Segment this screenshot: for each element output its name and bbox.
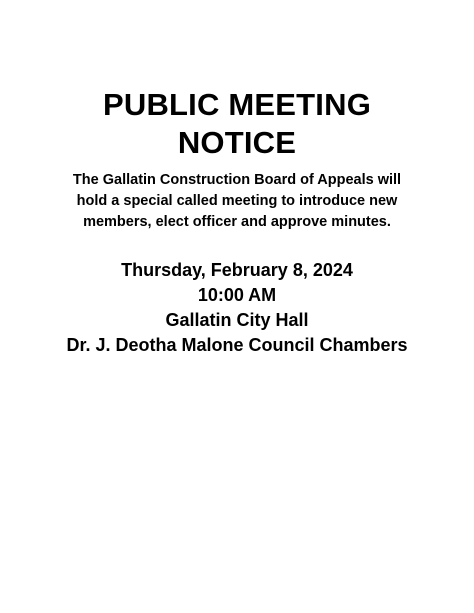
meeting-location: Gallatin City Hall	[165, 310, 309, 330]
notice-body-line-2: hold a special called meeting to introduce new	[76, 193, 398, 209]
notice-body-line-3: members, elect officer and approve minutes.	[83, 214, 391, 230]
notice-body-line-1: The Gallatin Construction Board of Appeals will	[72, 172, 402, 188]
meeting-time: 10:00 AM	[197, 285, 277, 305]
meeting-date: Thursday, February 8, 2024	[121, 260, 353, 280]
meeting-room: Dr. J. Deotha Malone Council Chambers	[66, 335, 408, 355]
notice-title-line2: NOTICE	[177, 125, 297, 160]
notice-title-line1: PUBLIC MEETING	[102, 87, 372, 122]
